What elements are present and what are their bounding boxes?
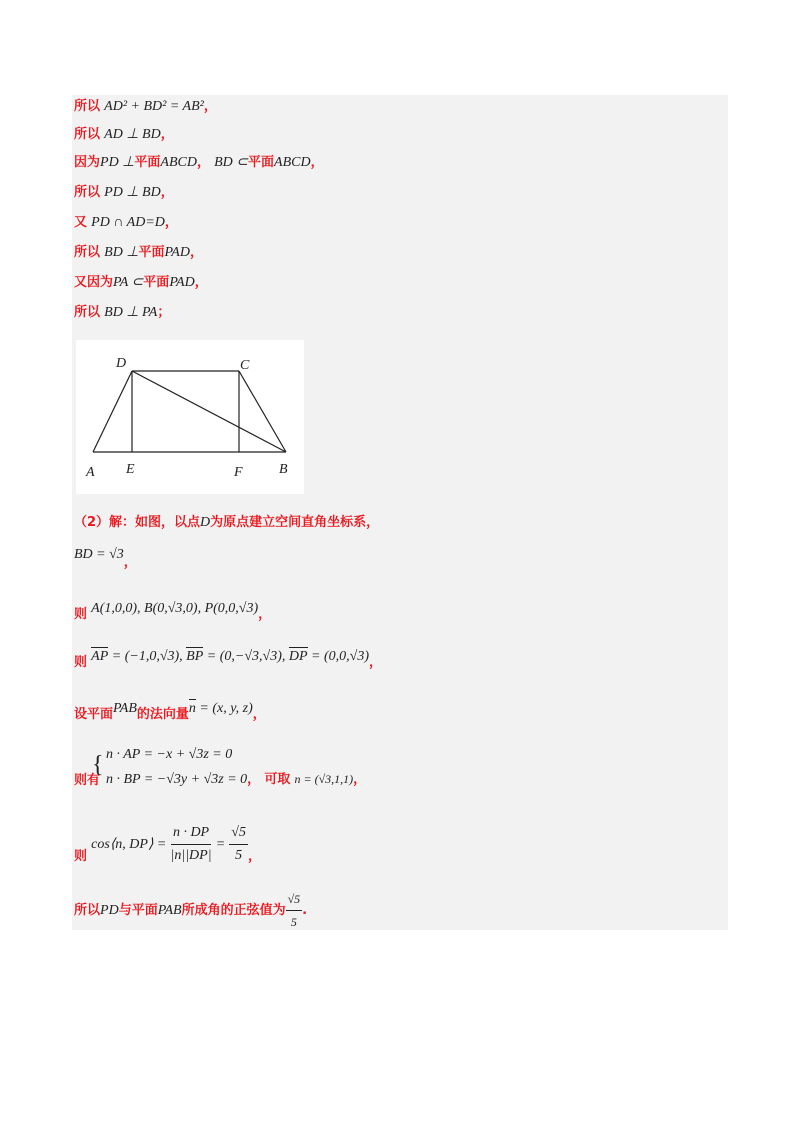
formula: PD ⊥ BD: [104, 185, 161, 200]
final-denominator: 5: [290, 915, 297, 929]
punctuation: ，: [196, 155, 210, 170]
line-PD: PD: [100, 903, 119, 918]
punctuation: ，: [353, 772, 367, 787]
text: 所成角的正弦值为: [181, 903, 286, 918]
trapezoid-diagram: [76, 340, 304, 494]
cos-value-denominator: 5: [235, 848, 243, 863]
connective: 又因为: [74, 275, 114, 290]
normal-vector-value: = (x, y, z): [195, 701, 253, 716]
vector-DP-value: = (0,0,√3): [307, 649, 370, 664]
label-A: A: [86, 465, 95, 480]
punctuation: ，: [164, 215, 178, 230]
proof-line-5: [74, 214, 178, 232]
punctuation: ，: [252, 707, 266, 722]
formula: ABCD: [274, 155, 311, 170]
normal-vector-line: [74, 700, 266, 722]
connective: 所以: [74, 185, 101, 200]
cos-value-numerator: √5: [229, 822, 248, 845]
part2-title: [74, 514, 379, 532]
punctuation: ，: [310, 155, 324, 170]
label-E: E: [126, 462, 135, 477]
proof-line-4: [74, 184, 174, 202]
connective: 则: [74, 655, 88, 670]
label-D: D: [116, 356, 127, 371]
text: 平面: [248, 155, 275, 170]
brace-icon: {: [92, 752, 104, 778]
equals-sign: =: [215, 837, 226, 852]
punctuation: ，: [189, 245, 203, 260]
formula: PAD: [164, 245, 190, 260]
punctuation: ，: [369, 655, 383, 670]
label-F: F: [234, 465, 243, 480]
cosine-line: [74, 822, 261, 867]
proof-line-6: [74, 244, 203, 262]
cos-value: [229, 822, 248, 867]
final-fraction: [286, 888, 303, 933]
connective: 所以: [74, 903, 101, 918]
punctuation: ，: [247, 849, 261, 864]
formula: PAD: [169, 275, 195, 290]
connective: 则: [74, 849, 88, 864]
punctuation: ，: [194, 275, 208, 290]
connective: 因为: [74, 155, 101, 170]
connective: 又: [74, 215, 88, 230]
plane-name: PAB: [113, 701, 137, 716]
final-numerator: √5: [286, 888, 303, 911]
coords-line: [74, 600, 272, 622]
connective: 所以: [74, 99, 101, 114]
punctuation: ，: [160, 127, 174, 142]
punctuation: .: [302, 903, 308, 918]
proof-line-2: [74, 126, 174, 144]
connective: 所以: [74, 245, 101, 260]
text: 与平面: [118, 903, 158, 918]
plane-PAB: PAB: [157, 903, 182, 918]
equation-1-formula: n · AP = −x + √3z = 0: [106, 747, 233, 762]
connective: 所以: [74, 305, 101, 320]
formula: BD ⊥ PA: [104, 305, 158, 320]
connective: 则: [74, 607, 88, 622]
formula: AD² + BD² = AB²: [104, 99, 204, 114]
text: 平面: [138, 245, 165, 260]
proof-line-8: [74, 304, 170, 322]
punctuation: ，: [247, 772, 261, 787]
text: 的法向量: [136, 707, 189, 722]
formula: PA ⊂: [113, 275, 144, 290]
equation-1: [106, 746, 232, 764]
proof-line-7: [74, 274, 208, 292]
punctuation: ；: [157, 305, 171, 320]
chosen-normal: n = (√3,1,1): [294, 772, 354, 786]
punctuation: ，: [258, 607, 272, 622]
vector-BP-value: = (0,−√3,√3),: [203, 649, 289, 664]
connective: 所以: [74, 127, 101, 142]
vector-DP: DP: [288, 649, 308, 664]
bd-formula: BD = √3: [74, 547, 124, 562]
text: 平面: [143, 275, 170, 290]
formula: AD ⊥ BD: [104, 127, 161, 142]
vector-AP: AP: [91, 649, 109, 664]
formula: PD ∩ AD=D: [91, 215, 165, 230]
label-B: B: [279, 462, 288, 477]
formula: PD ⊥: [100, 155, 135, 170]
punctuation: ，: [160, 185, 174, 200]
text: 平面: [134, 155, 161, 170]
connective: 则有: [74, 773, 101, 788]
equation-2-formula: n · BP = −√3y + √3z = 0: [106, 772, 248, 787]
bd-length-line: [74, 546, 137, 570]
formula: BD ⊂: [214, 155, 249, 170]
proof-line-1: [74, 98, 217, 116]
title-text-end: 为原点建立空间直角坐标系，: [210, 515, 380, 530]
formula: ABCD: [160, 155, 197, 170]
trapezoid-figure: [76, 340, 304, 494]
normal-vector: n: [188, 701, 196, 716]
final-answer-line: [74, 888, 307, 933]
cos-numerator: n · DP: [171, 822, 211, 845]
equation-2: [106, 770, 366, 789]
cos-lhs: cos⟨n, DP⟩ =: [91, 837, 167, 852]
coords-formula: A(1,0,0), B(0,√3,0), P(0,0,√3): [91, 601, 259, 616]
punctuation: ，: [123, 555, 137, 570]
title-text: （2）解：如图，以点: [74, 515, 201, 530]
text: 可取: [264, 772, 291, 787]
cos-fraction: [171, 822, 212, 867]
label-C: C: [240, 358, 250, 373]
formula: BD ⊥: [104, 245, 139, 260]
cos-denominator: |n||DP|: [170, 848, 212, 863]
proof-line-3: [74, 154, 324, 172]
punctuation: ，: [203, 99, 217, 114]
vectors-line: [74, 648, 383, 670]
origin-point: D: [200, 515, 211, 530]
vector-BP: BP: [186, 649, 204, 664]
vector-AP-value: = (−1,0,√3),: [108, 649, 187, 664]
edge-AD: [93, 371, 132, 452]
text: 设平面: [74, 707, 114, 722]
